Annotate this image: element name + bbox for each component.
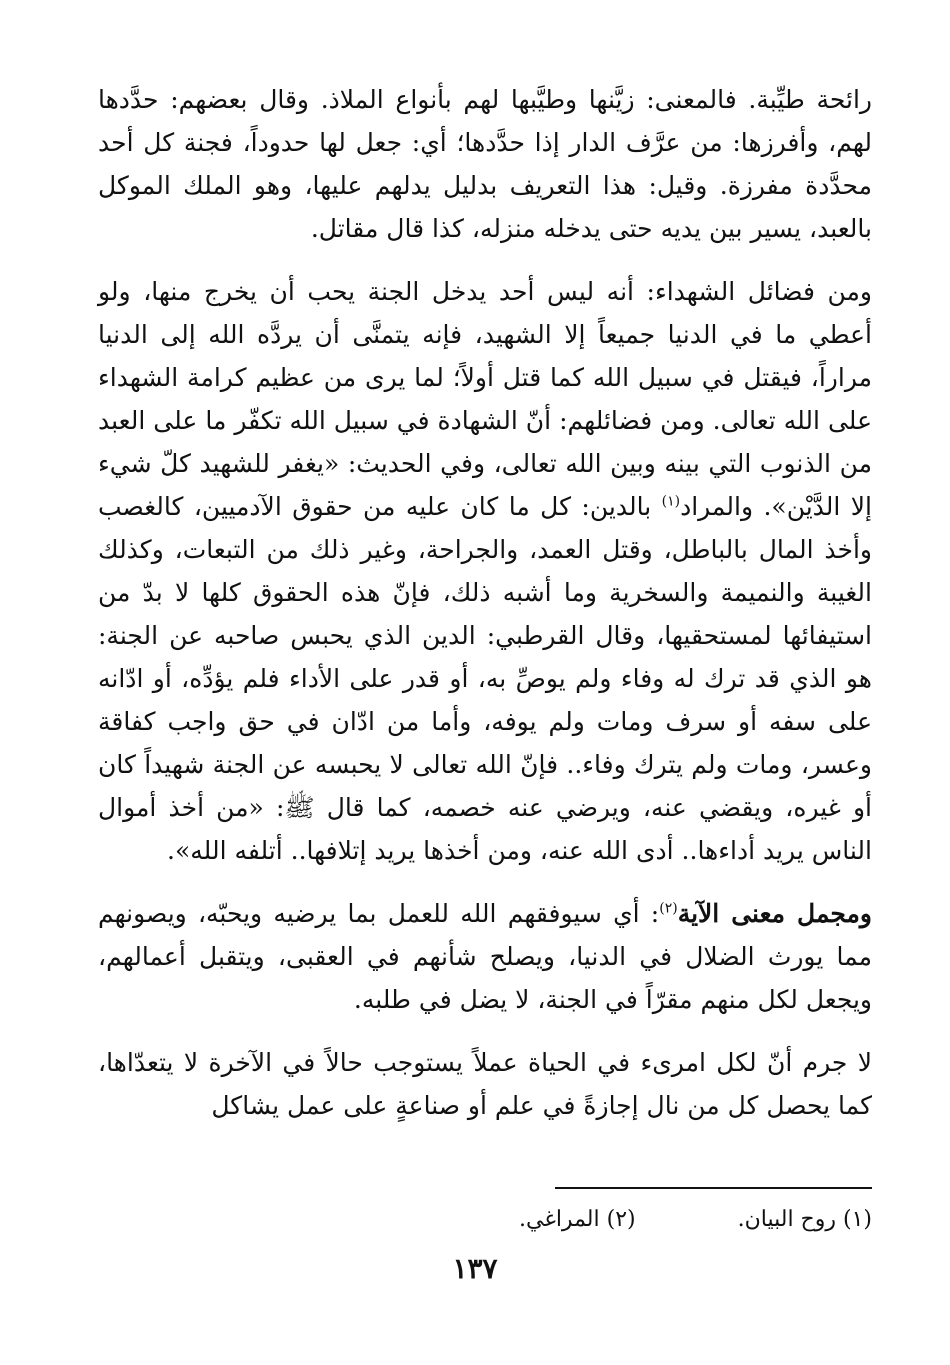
paragraph-3-lead: ومجمل معنى الآية — [677, 899, 872, 928]
footnotes — [320, 1200, 872, 1240]
paragraph-3 — [98, 892, 872, 1021]
paragraph-4: لا جرم أنّ لكل امرىء في الحياة عملاً يستوجب حالاً في الآخرة لا يتعدّاها، كما يحصل كل من نال إجازةً في علم أو صناعةٍ على عمل يشاكل — [98, 1048, 872, 1120]
main-text — [98, 78, 872, 1127]
page-number: ١٣٧ — [452, 1252, 498, 1285]
footnote-divider — [555, 1187, 872, 1189]
paragraph-2 — [98, 270, 872, 872]
footnote-2: (٢) المراغي. — [518, 1207, 636, 1232]
footnote-ref-1: (١) — [661, 493, 681, 510]
footnote-ref-2: (٢) — [659, 900, 678, 917]
paragraph-1: رائحة طيِّبة. فالمعنى: زيَّنها وطيَّبها لهم بأنواع الملاذ. وقال بعضهم: حدَّدها لهم، وأفرزها: من عرَّف الدار إذا حدَّدها؛ أي: جعل لها حدوداً، فجنة كل أحد محدَّدة مفرزة. وقيل: هذا التعريف بدليل يدلهم عليها، وهو الملك الموكل بالعبد، يسير بين يديه حتى يدخله منزله، كذا قال مقاتل. — [98, 85, 873, 243]
footnote-1: (١) روح البيان. — [737, 1207, 872, 1232]
paragraph-3-text: : أي سيوفقهم الله للعمل بما يرضيه ويحبّه، ويصونهم مما يورث الضلال في الدنيا، ويصلح شأنهم في العقبى، ويتقبل أعمالهم، ويجعل لكل منهم مقرّاً في الجنة، لا يضل في طلبه. — [98, 899, 872, 1014]
paragraph-2-text: ومن فضائل الشهداء: أنه ليس أحد يدخل الجنة يحب أن يخرج منها، ولو أعطي ما في الدنيا جميعاً إلا الشهيد، فإنه يتمنَّى أن يردَّه الله إلى الدنيا مراراً، فيقتل في سبيل الله كما قتل أولاً؛ لما يرى من عظيم كرامة الشهداء على الله تعالى. ومن فضائلهم: أنّ الشهادة في سبيل الله تكفّر ما على العبد من الذنوب التي بينه وبين الله تعالى، وفي الحديث: «يغفر للشهيد كلّ شيء إلا الدَّيْن». والمراد — [98, 277, 872, 521]
paragraph-2-text-cont: بالدين: كل ما كان عليه من حقوق الآدميين، كالغصب وأخذ المال بالباطل، وقتل العمد، والجراحة، وغير ذلك من التبعات، وكذلك الغيبة والنميمة والسخرية وما أشبه ذلك، فإنّ هذه الحقوق كلها لا بدّ من استيفائها لمستحقيها، وقال القرطبي: الدين الذي يحبس صاحبه عن الجنة: هو الذي قد ترك له وفاء ولم يوصِّ به، أو قدر على الأداء فلم يؤدِّه، أو ادّانه على سفه أو سرف ومات ولم يوفه، وأما من ادّان في حق واجب كفاقة وعسر، ومات ولم يترك وفاء.. فإنّ الله تعالى لا يحبسه عن الجنة شهيداً كان أو غيره، ويقضي عنه، ويرضي عنه خصمه، كما قال ﷺ: «من أخذ أموال الناس يريد أداءها.. أدى الله عنه، ومن أخذها يريد إتلافها.. أتلفه الله». — [98, 492, 872, 865]
